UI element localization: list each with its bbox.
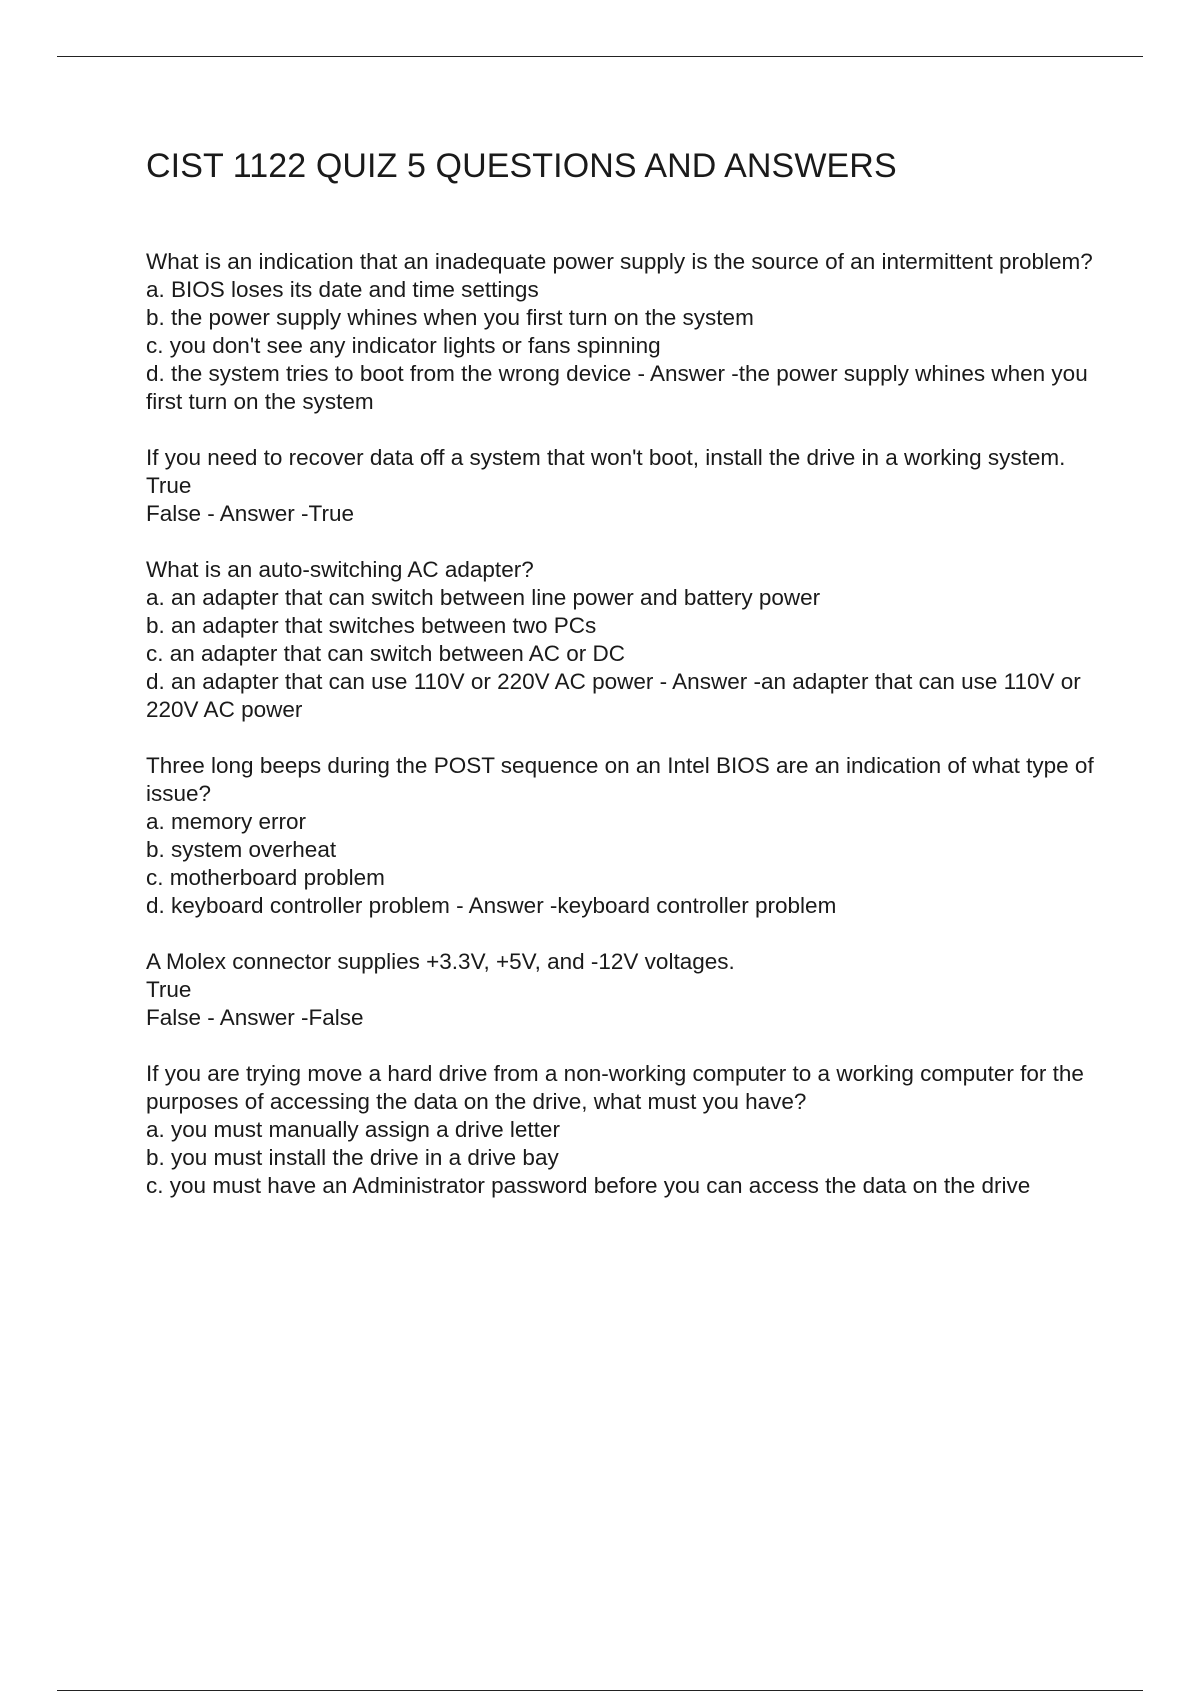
qa-item-6 (146, 1060, 1106, 1200)
bottom-rule (57, 1690, 1143, 1691)
answer-option: a. an adapter that can switch between line power and battery power (146, 585, 821, 610)
question-text: If you need to recover data off a system that won't boot, install the drive in a working system. (146, 445, 1066, 470)
question-text: Three long beeps during the POST sequence on an Intel BIOS are an indication of what type of issue? (146, 753, 1094, 806)
answer-option: b. an adapter that switches between two PCs (146, 613, 597, 638)
answer-option: c. you must have an Administrator password before you can access the data on the drive (146, 1173, 1031, 1198)
document-title: CIST 1122 QUIZ 5 QUESTIONS AND ANSWERS (146, 147, 897, 185)
answer-option: c. you don't see any indicator lights or fans spinning (146, 333, 661, 358)
qa-item-4 (146, 752, 1106, 920)
question-text: What is an indication that an inadequate power supply is the source of an intermittent problem? (146, 249, 1093, 274)
qa-item-5 (146, 948, 1106, 1032)
qa-item-1 (146, 248, 1106, 416)
answer-option: b. system overheat (146, 837, 337, 862)
question-text: What is an auto-switching AC adapter? (146, 557, 534, 582)
document-body (146, 140, 1106, 1228)
qa-item-3 (146, 556, 1106, 724)
answer-option: c. motherboard problem (146, 865, 385, 890)
answer-option: d. an adapter that can use 110V or 220V AC power - Answer -an adapter that can use 110V or 220V AC power (146, 669, 1081, 722)
top-rule (57, 56, 1143, 57)
question-text: If you are trying move a hard drive from a non-working computer to a working computer for the purposes of accessing the data on the drive, what must you have? (146, 1061, 1084, 1114)
answer-option: a. you must manually assign a drive letter (146, 1117, 560, 1142)
answer-option: a. BIOS loses its date and time settings (146, 277, 539, 302)
answer-option: b. the power supply whines when you first turn on the system (146, 305, 754, 330)
answer-option: b. you must install the drive in a drive bay (146, 1145, 559, 1170)
question-text: A Molex connector supplies +3.3V, +5V, and -12V voltages. (146, 949, 735, 974)
answer-option: a. memory error (146, 809, 307, 834)
answer-option: d. keyboard controller problem - Answer -keyboard controller problem (146, 893, 837, 918)
answer-option: True (146, 977, 192, 1002)
answer-option: False - Answer -True (146, 501, 354, 526)
answer-option: d. the system tries to boot from the wrong device - Answer -the power supply whines when you first turn on the system (146, 361, 1088, 414)
qa-item-2 (146, 444, 1106, 528)
answer-option: c. an adapter that can switch between AC or DC (146, 641, 626, 666)
answer-option: False - Answer -False (146, 1005, 364, 1030)
answer-option: True (146, 473, 192, 498)
